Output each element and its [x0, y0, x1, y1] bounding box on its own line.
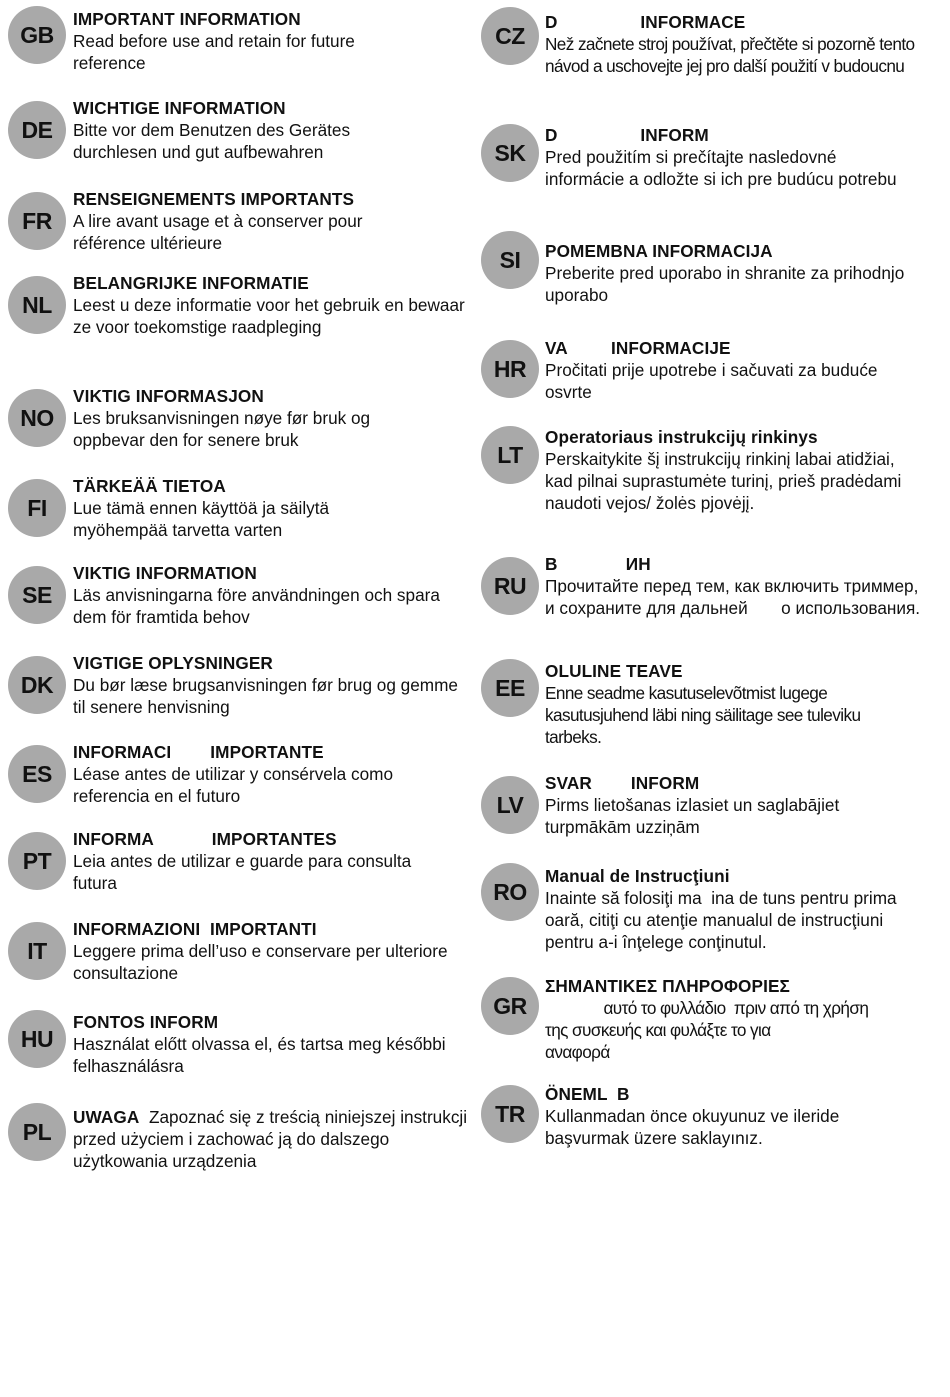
entry-body: Pročitati prije upotrebe i sačuvati za buduće osvrte — [545, 360, 878, 402]
entry-title: D INFORMACE — [545, 12, 746, 32]
language-badge-se: SE — [8, 566, 66, 624]
entry-title: RENSEIGNEMENTS IMPORTANTS — [73, 189, 355, 209]
entry-title: VA INFORMACIJE — [545, 338, 731, 358]
language-badge-tr: TR — [481, 1085, 539, 1143]
language-badge-es: ES — [8, 745, 66, 803]
entry-body: Прочитайте перед тем, как включить триммер, и сохраните для дальней о использования. — [545, 576, 924, 618]
language-badge-fi: FI — [8, 479, 66, 537]
entry-title: SVAR INFORM — [545, 773, 700, 793]
language-badge-it: IT — [8, 922, 66, 980]
entry-body: Perskaitykite šį instrukcijų rinkinį labai atidžiai, kad pilnai suprastumėte turinį, prieš pradėdami naudoti vejos/ žolės pjovėjį. — [545, 449, 902, 513]
language-badge-si: SI — [481, 231, 539, 289]
entry-title: VIKTIG INFORMASJON — [73, 386, 264, 406]
entry-title: ΣΗΜΑΝΤΙΚΕΣ ΠΛΗΡΟΦΟΡΙΕΣ — [545, 976, 790, 996]
entry-body: Du bør læse brugsanvisningen før brug og gemme til senere henvisning — [73, 675, 458, 717]
language-badge-gr: GR — [481, 977, 539, 1035]
entry-body: Pirms lietošanas izlasiet un saglabājiet turpmākām uzziņām — [545, 795, 840, 837]
entry-body: Inainte să folosiţi ma ina de tuns pentru prima oară, citiţi cu atenţie manualul de instrucţiuni pentru a-i înţelege conţinutul. — [545, 888, 902, 952]
entry-title: WICHTIGE INFORMATION — [73, 98, 286, 118]
language-badge-dk: DK — [8, 656, 66, 714]
entry-title: Manual de Instrucţiuni — [545, 866, 730, 886]
entry-body: αυτό το φυλλάδιο πριν από τη χρήση της συσκευής και φυλάξτε το για αναφορά — [545, 998, 873, 1062]
entry-title: Operatoriaus instrukcijų rinkinys — [545, 427, 818, 447]
language-badge-sk: SK — [481, 124, 539, 182]
entry-title: IMPORTANT INFORMATION — [73, 9, 301, 29]
language-badge-lt: LT — [481, 426, 539, 484]
language-badge-gb: GB — [8, 6, 66, 64]
language-badge-lv: LV — [481, 776, 539, 834]
entry-body: Bitte vor dem Benutzen des Gerätes durchlesen und gut aufbewahren — [73, 120, 351, 162]
entry-title: UWAGA — [73, 1107, 140, 1127]
entry-body: Leest u deze informatie voor het gebruik en bewaar ze voor toekomstige raadpleging — [73, 295, 465, 337]
entry-title: OLULINE TEAVE — [545, 661, 683, 681]
entry-title: INFORMACI IMPORTANTE — [73, 742, 324, 762]
language-badge-hu: HU — [8, 1010, 66, 1068]
entry-body: Läs anvisningarna före användningen och spara dem för framtida behov — [73, 585, 440, 627]
entry-title: TÄRKEÄÄ TIETOA — [73, 476, 226, 496]
language-badge-pt: PT — [8, 832, 66, 890]
entry-body: A lire avant usage et à conserver pour référence ultérieure — [73, 211, 363, 253]
language-badge-pl: PL — [8, 1103, 66, 1161]
entry-title: FONTOS INFORM — [73, 1012, 219, 1032]
entry-body: Enne seadme kasutuselevõtmist lugege kasutusjuhend läbi ning säilitage see tuleviku tarbeks. — [545, 683, 861, 747]
entry-title: В ИН — [545, 554, 651, 574]
entry-body: Használat előtt olvassa el, és tartsa meg későbbi felhasználásra — [73, 1034, 446, 1076]
language-badge-ro: RO — [481, 863, 539, 921]
entry-body: Kullanmadan önce okuyunuz ve ileride başvurmak üzere saklayınız. — [545, 1106, 840, 1148]
entry-body: Leggere prima dell’uso e conservare per ulteriore consultazione — [73, 941, 448, 983]
language-badge-hr: HR — [481, 340, 539, 398]
entry-title: ÖNEML B — [545, 1084, 630, 1104]
entry-body: Leia antes de utilizar e guarde para consulta futura — [73, 851, 412, 893]
language-badge-cz: CZ — [481, 7, 539, 65]
language-badge-fr: FR — [8, 192, 66, 250]
entry-title: VIGTIGE OPLYSNINGER — [73, 653, 273, 673]
language-badge-ee: EE — [481, 659, 539, 717]
entry-title: VIKTIG INFORMATION — [73, 563, 257, 583]
entry-title: POMEMBNA INFORMACIJA — [545, 241, 773, 261]
language-badge-nl: NL — [8, 276, 66, 334]
entry-body: Zapoznać się z treścią niniejszej instrukcji przed użyciem i zachować ją do dalszego użytkowania urządzenia — [73, 1107, 468, 1171]
entry-title: INFORMAZIONI IMPORTANTI — [73, 919, 317, 939]
language-badge-ru: RU — [481, 557, 539, 615]
language-badge-de: DE — [8, 101, 66, 159]
entry-body: Lue tämä ennen käyttöä ja säilytä myöhempää tarvetta varten — [73, 498, 330, 540]
entry-body: Preberite pred uporabo in shranite za prihodnjo uporabo — [545, 263, 905, 305]
entry-body: Než začnete stroj používat, přečtěte si pozorně tento návod a uschovejte jej pro další použití v budoucnu — [545, 34, 915, 76]
entry-body: Read before use and retain for future reference — [73, 31, 355, 73]
entry-title: D INFORM — [545, 125, 709, 145]
entry-title: BELANGRIJKE INFORMATIE — [73, 273, 309, 293]
language-badge-no: NO — [8, 389, 66, 447]
entry-body: Les bruksanvisningen nøye før bruk og oppbevar den for senere bruk — [73, 408, 371, 450]
entry-body: Léase antes de utilizar y consérvela como referencia en el futuro — [73, 764, 394, 806]
entry-title: INFORMA IMPORTANTES — [73, 829, 337, 849]
entry-body: Pred použitím si prečítajte nasledovné informácie a odložte si ich pre budúcu potrebu — [545, 147, 897, 189]
